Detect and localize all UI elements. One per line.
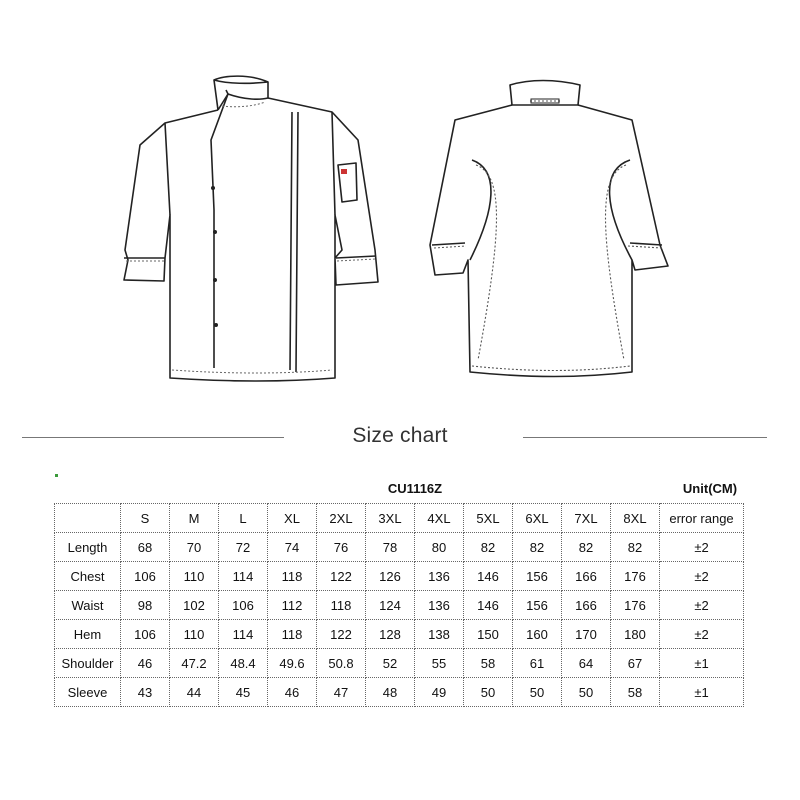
header-cell: XL <box>268 504 317 533</box>
table-cell: 78 <box>366 533 415 562</box>
table-cell: 70 <box>170 533 219 562</box>
table-cell: 180 <box>611 620 660 649</box>
table-cell: 118 <box>317 591 366 620</box>
table-cell: 118 <box>268 562 317 591</box>
table-cell: 44 <box>170 678 219 707</box>
table-cell: 64 <box>562 649 611 678</box>
table-cell: 58 <box>611 678 660 707</box>
header-cell: M <box>170 504 219 533</box>
header-cell: 3XL <box>366 504 415 533</box>
table-cell: 128 <box>366 620 415 649</box>
table-cell: 46 <box>121 649 170 678</box>
table-cell: 50 <box>562 678 611 707</box>
table-cell: 146 <box>464 591 513 620</box>
table-cell: 176 <box>611 591 660 620</box>
header-cell: 6XL <box>513 504 562 533</box>
table-cell: 45 <box>219 678 268 707</box>
table-cell: 47 <box>317 678 366 707</box>
table-row <box>55 678 744 707</box>
table-cell: 49 <box>415 678 464 707</box>
divider-left <box>22 437 284 438</box>
divider-right <box>523 437 767 438</box>
table-cell: 122 <box>317 620 366 649</box>
header-cell: 5XL <box>464 504 513 533</box>
header-cell: 7XL <box>562 504 611 533</box>
table-cell: 72 <box>219 533 268 562</box>
row-label: Shoulder <box>55 649 121 678</box>
table-cell: 110 <box>170 562 219 591</box>
table-cell: 156 <box>513 591 562 620</box>
table-cell: 47.2 <box>170 649 219 678</box>
table-cell: 146 <box>464 562 513 591</box>
table-cell: 55 <box>415 649 464 678</box>
table-cell: 112 <box>268 591 317 620</box>
table-cell: 50.8 <box>317 649 366 678</box>
table-cell: 68 <box>121 533 170 562</box>
header-cell: error range <box>660 504 744 533</box>
table-cell: 106 <box>121 562 170 591</box>
table-cell: 160 <box>513 620 562 649</box>
header-cell <box>55 504 121 533</box>
table-cell: 76 <box>317 533 366 562</box>
table-cell: 114 <box>219 620 268 649</box>
table-cell: ±2 <box>660 562 744 591</box>
table-cell: 156 <box>513 562 562 591</box>
table-cell: ±2 <box>660 620 744 649</box>
table-cell: 166 <box>562 591 611 620</box>
table-cell: 122 <box>317 562 366 591</box>
jacket-front-icon <box>110 60 400 390</box>
table-header-row <box>55 504 744 533</box>
table-cell: ±1 <box>660 649 744 678</box>
table-cell: 110 <box>170 620 219 649</box>
table-cell: 166 <box>562 562 611 591</box>
table-row <box>55 649 744 678</box>
table-cell: 82 <box>464 533 513 562</box>
table-cell: 176 <box>611 562 660 591</box>
header-cell: S <box>121 504 170 533</box>
table-cell: 114 <box>219 562 268 591</box>
table-cell: 98 <box>121 591 170 620</box>
table-cell: 80 <box>415 533 464 562</box>
table-cell: 136 <box>415 591 464 620</box>
table-cell: ±2 <box>660 591 744 620</box>
table-cell: 52 <box>366 649 415 678</box>
corner-mark <box>55 474 58 477</box>
table-cell: 102 <box>170 591 219 620</box>
table-row <box>55 620 744 649</box>
table-cell: 138 <box>415 620 464 649</box>
table-cell: 74 <box>268 533 317 562</box>
table-cell: 58 <box>464 649 513 678</box>
table-cell: 82 <box>611 533 660 562</box>
table-cell: 61 <box>513 649 562 678</box>
table-cell: 48 <box>366 678 415 707</box>
table-row <box>55 591 744 620</box>
row-label: Length <box>55 533 121 562</box>
table-cell: 170 <box>562 620 611 649</box>
page-title: Size chart <box>352 424 448 447</box>
table-cell: 118 <box>268 620 317 649</box>
table-cell: 82 <box>513 533 562 562</box>
model-number: CU1116Z <box>387 481 443 496</box>
table-cell: 50 <box>464 678 513 707</box>
header-cell: 8XL <box>611 504 660 533</box>
table-cell: 124 <box>366 591 415 620</box>
row-label: Chest <box>55 562 121 591</box>
table-cell: 49.6 <box>268 649 317 678</box>
header-cell: 2XL <box>317 504 366 533</box>
row-label: Hem <box>55 620 121 649</box>
table-cell: 67 <box>611 649 660 678</box>
table-cell: 150 <box>464 620 513 649</box>
table-cell: 136 <box>415 562 464 591</box>
table-row <box>55 533 744 562</box>
header-cell: L <box>219 504 268 533</box>
table-cell: 46 <box>268 678 317 707</box>
table-cell: 43 <box>121 678 170 707</box>
row-label: Sleeve <box>55 678 121 707</box>
size-table <box>54 503 744 707</box>
table-cell: ±2 <box>660 533 744 562</box>
table-cell: 106 <box>219 591 268 620</box>
header-cell: 4XL <box>415 504 464 533</box>
table-cell: 82 <box>562 533 611 562</box>
table-cell: 50 <box>513 678 562 707</box>
table-cell: 106 <box>121 620 170 649</box>
row-label: Waist <box>55 591 121 620</box>
table-row <box>55 562 744 591</box>
jacket-back-icon <box>410 60 700 390</box>
table-cell: ±1 <box>660 678 744 707</box>
table-cell: 48.4 <box>219 649 268 678</box>
table-cell: 126 <box>366 562 415 591</box>
unit-label: Unit(CM) <box>682 481 738 496</box>
